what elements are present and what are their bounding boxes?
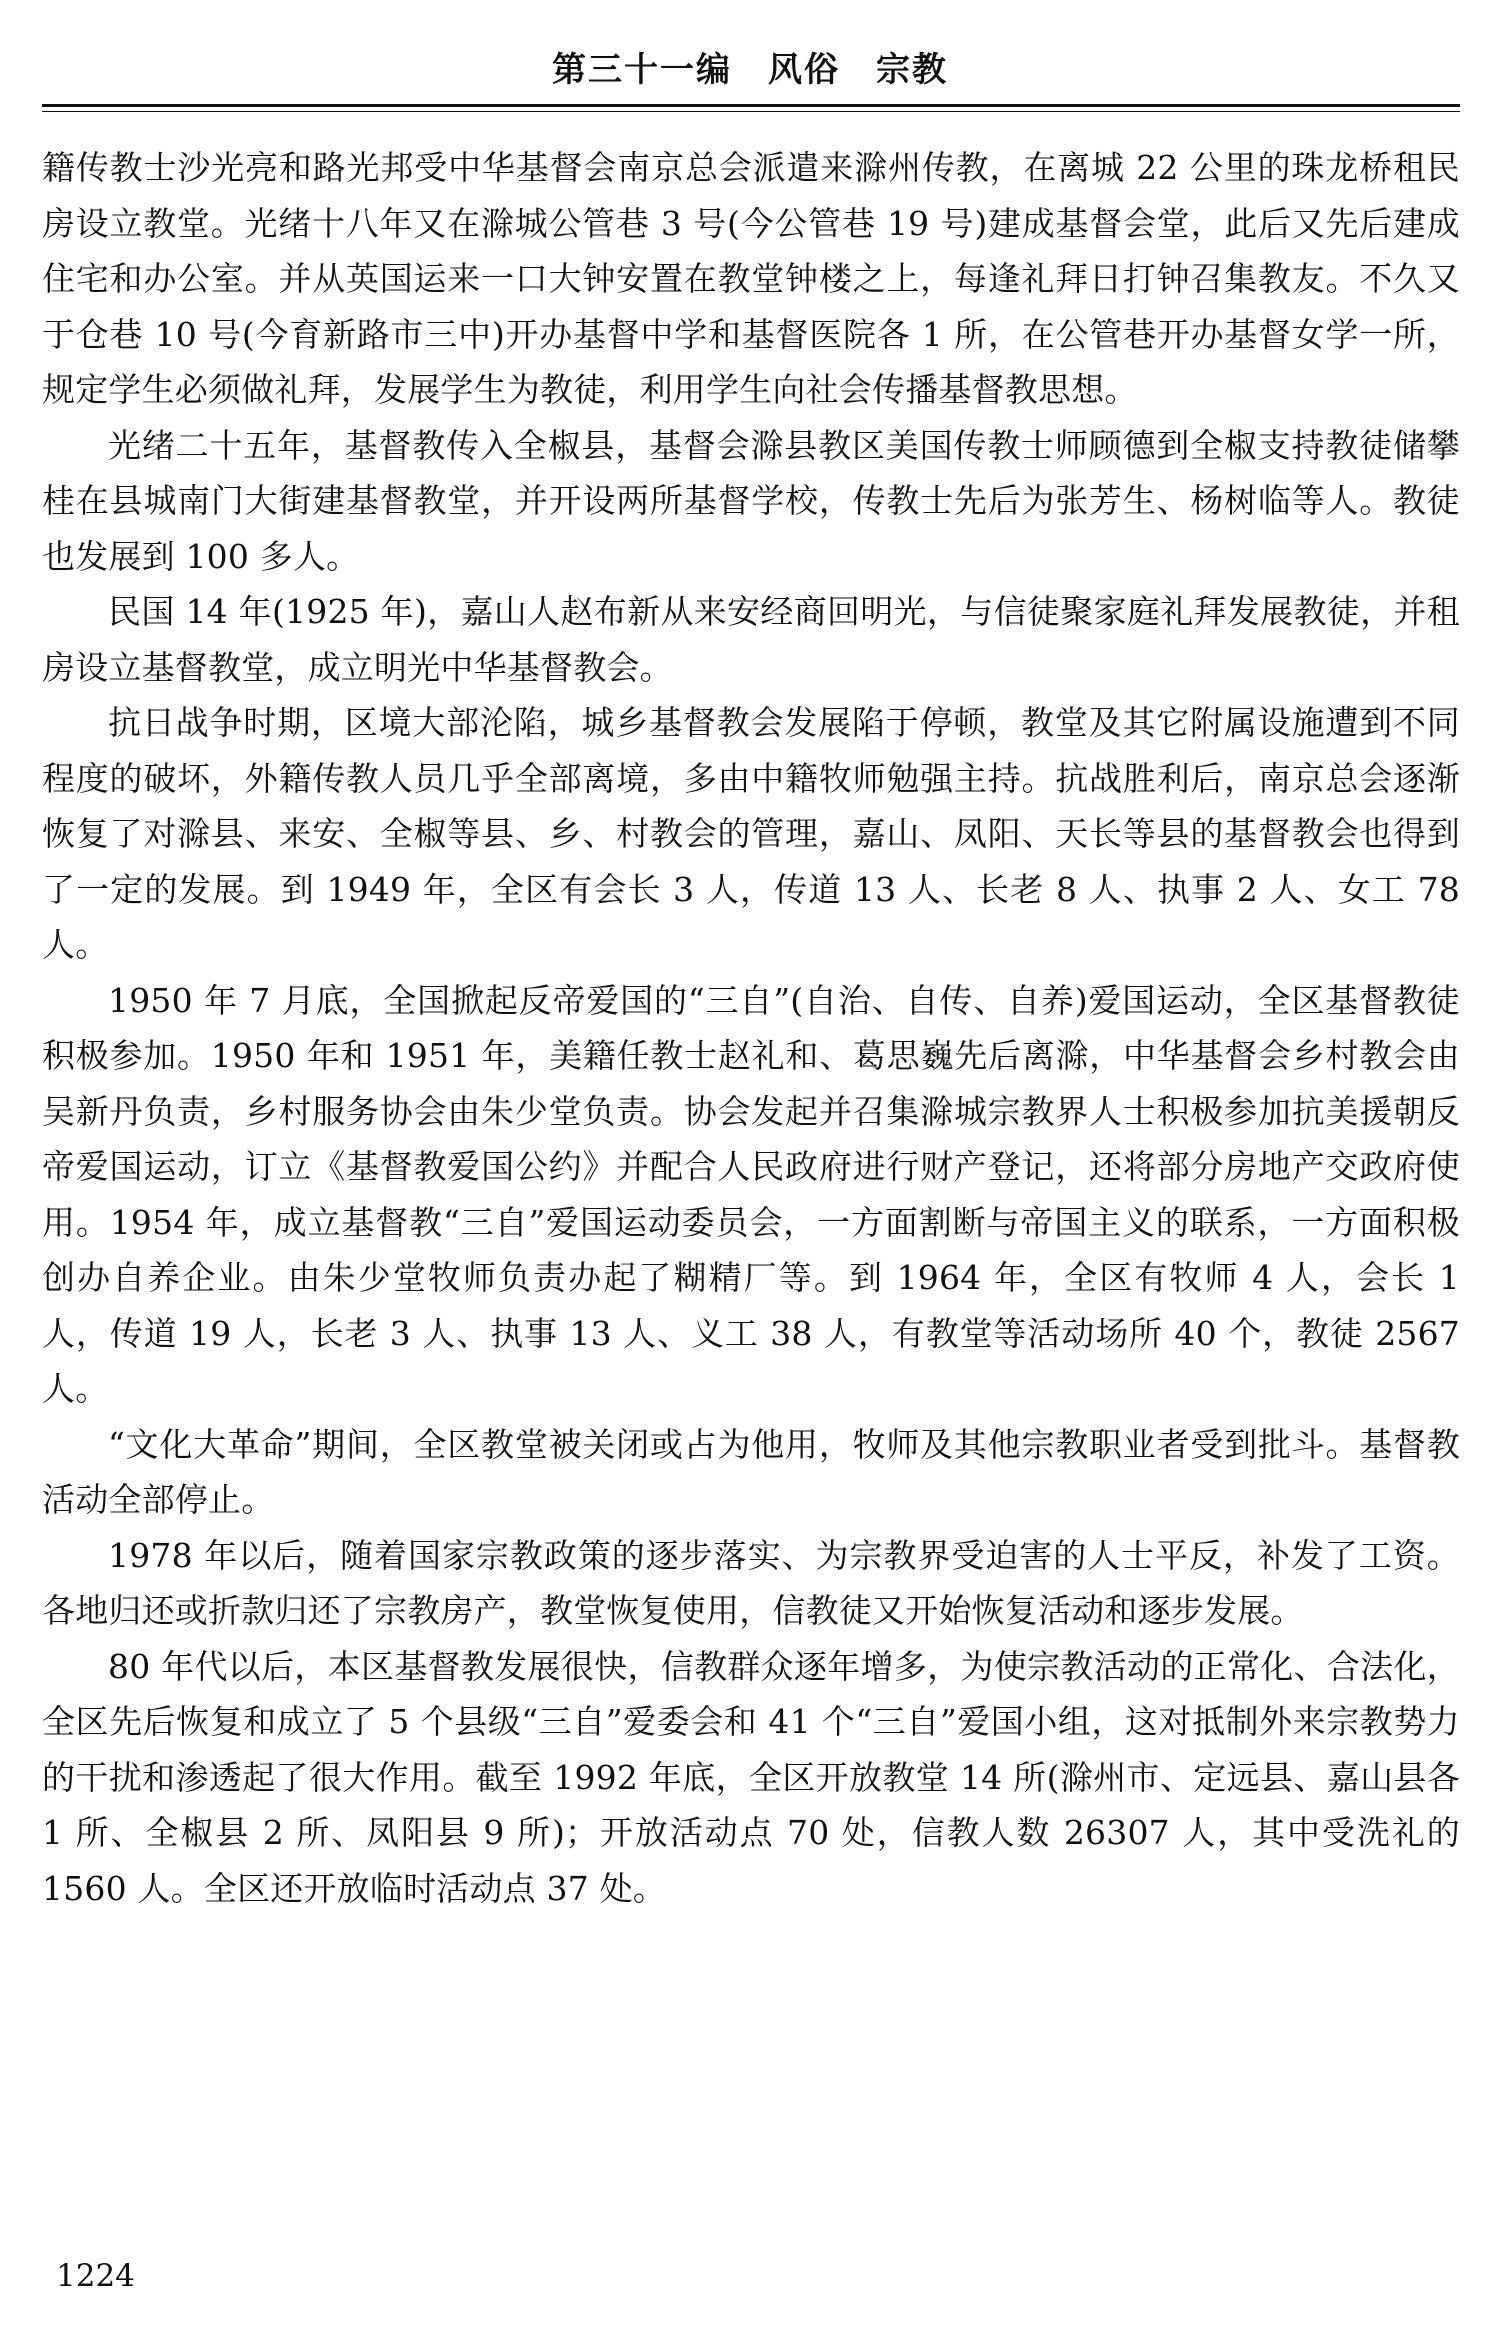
running-head: 第三十一编 风俗 宗教 xyxy=(552,50,948,90)
paragraph-continued: 籍传教士沙光亮和路光邦受中华基督会南京总会派遣来滁州传教，在离城 22 公里的珠龙桥租民房设立教堂。光绪十八年又在滁城公管巷 3 号(今公管巷 19 号)建成基督会堂，此后又先后建成住宅和办公室。并从英国运来一口大钟安置在教堂钟楼之上，每逢礼拜日打钟召集教友。不久又于仓巷 10 号(今育新路市三中)开办基督中学和基督医院各 1 所，在公管巷开办基督女学一所，规定学生必须做礼拜，发展学生为教徒，利用学生向社会传播基督教思想。 xyxy=(42,148,1460,409)
paragraph: 80 年代以后，本区基督教发展很快，信教群众逐年增多，为使宗教活动的正常化、合法化，全区先后恢复和成立了 5 个县级“三自”爱委会和 41 个“三自”爱国小组，这对抵制外来宗教势力的干扰和渗透起了很大作用。截至 1992 年底，全区开放教堂 14 所(滁州市、定远县、嘉山县各 1 所、全椒县 2 所、凤阳县 9 所)；开放活动点 70 处，信教人数 26307 人，其中受洗礼的 1560 人。全区还开放临时活动点 37 处。 xyxy=(42,1646,1460,1908)
paragraph: 民国 14 年(1925 年)，嘉山人赵布新从来安经商回明光，与信徒聚家庭礼拜发展教徒，并租房设立基督教堂，成立明光中华基督教会。 xyxy=(42,592,1460,687)
body-text xyxy=(42,140,1460,1916)
paragraph: 1950 年 7 月底，全国掀起反帝爱国的“三自”(自治、自传、自养)爱国运动，全区基督教徒积极参加。1950 年和 1951 年，美籍任教士赵礼和、葛思巍先后离滁，中华基督会乡村教会由吴新丹负责，乡村服务协会由朱少堂负责。协会发起并召集滁城宗教界人士积极参加抗美援朝反帝爱国运动，订立《基督教爱国公约》并配合人民政府进行财产登记，还将部分房地产交政府使用。1954 年，成立基督教“三自”爱国运动委员会，一方面割断与帝国主义的联系，一方面积极创办自养企业。由朱少堂牧师负责办起了糊精厂等。到 1964 年，全区有牧师 4 人，会长 1 人，传道 19 人，长老 3 人、执事 13 人、义工 38 人，有教堂等活动场所 40 个，教徒 2567 人。 xyxy=(42,980,1460,1408)
page-number: 1224 xyxy=(56,2258,135,2294)
paragraph: 1978 年以后，随着国家宗教政策的逐步落实、为宗教界受迫害的人士平反，补发了工资。各地归还或折款归还了宗教房产，教堂恢复使用，信教徒又开始恢复活动和逐步发展。 xyxy=(42,1535,1460,1630)
header-rule-thick xyxy=(42,104,1460,107)
header-rule-thin xyxy=(42,111,1460,112)
paragraph: 抗日战争时期，区境大部沦陷，城乡基督教会发展陷于停顿，教堂及其它附属设施遭到不同程度的破坏，外籍传教人员几乎全部离境，多由中籍牧师勉强主持。抗战胜利后，南京总会逐渐恢复了对滁县、来安、全椒等县、乡、村教会的管理，嘉山、凤阳、天长等县的基督教会也得到了一定的发展。到 1949 年，全区有会长 3 人，传道 13 人、长老 8 人、执事 2 人、女工 78 人。 xyxy=(42,703,1460,964)
paragraph: “文化大革命”期间，全区教堂被关闭或占为他用，牧师及其他宗教职业者受到批斗。基督教活动全部停止。 xyxy=(42,1424,1460,1519)
paragraph: 光绪二十五年，基督教传入全椒县，基督会滁县教区美国传教士师顾德到全椒支持教徒储攀桂在县城南门大街建基督教堂，并开设两所基督学校，传教士先后为张芳生、杨树临等人。教徒也发展到 100 多人。 xyxy=(42,425,1460,576)
